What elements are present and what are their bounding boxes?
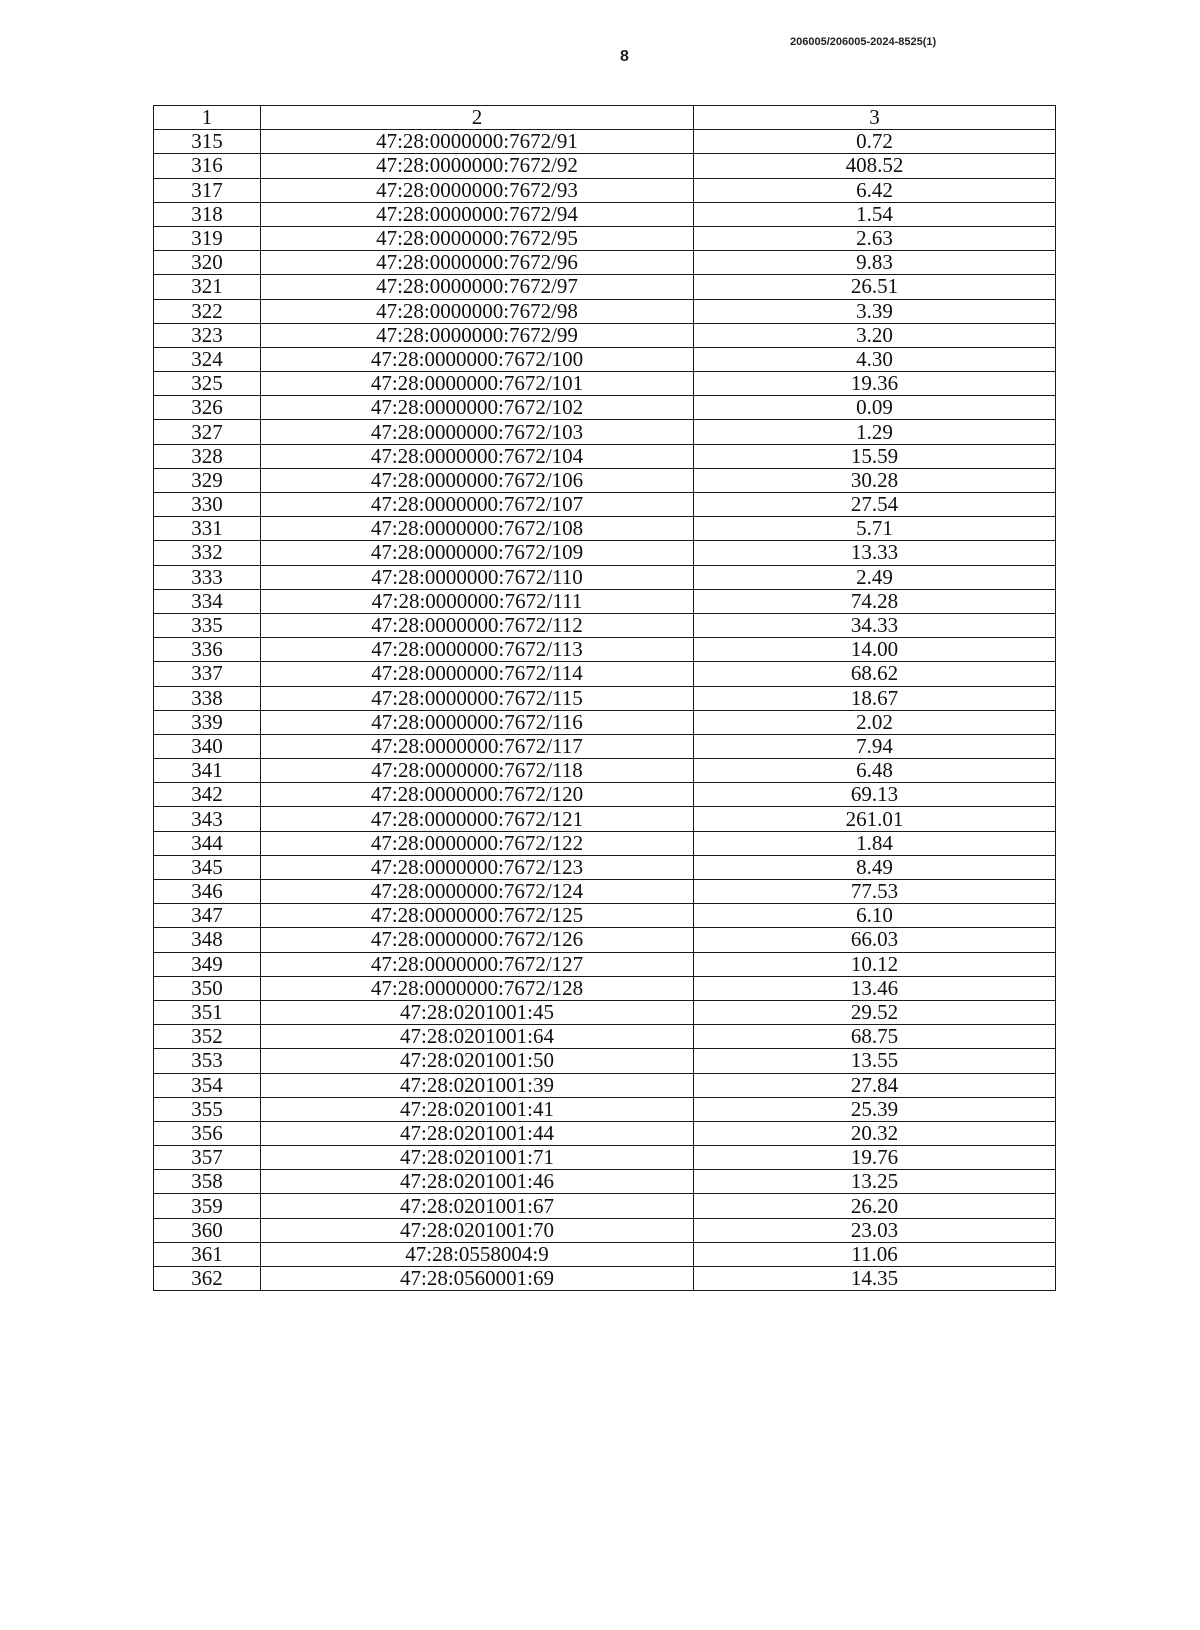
table-row bbox=[154, 662, 1056, 686]
row-number-cell: 319 bbox=[154, 226, 261, 250]
cadastral-number-cell: 47:28:0000000:7672/124 bbox=[261, 880, 694, 904]
table-row bbox=[154, 1000, 1056, 1024]
column-header: 2 bbox=[261, 106, 694, 130]
table-row bbox=[154, 734, 1056, 758]
cadastral-number-cell: 47:28:0000000:7672/114 bbox=[261, 662, 694, 686]
value-cell: 0.09 bbox=[694, 396, 1056, 420]
table-row bbox=[154, 880, 1056, 904]
value-cell: 11.06 bbox=[694, 1242, 1056, 1266]
row-number-cell: 316 bbox=[154, 154, 261, 178]
value-cell: 25.39 bbox=[694, 1097, 1056, 1121]
table-row bbox=[154, 783, 1056, 807]
value-cell: 74.28 bbox=[694, 589, 1056, 613]
value-cell: 5.71 bbox=[694, 517, 1056, 541]
value-cell: 69.13 bbox=[694, 783, 1056, 807]
value-cell: 408.52 bbox=[694, 154, 1056, 178]
value-cell: 27.84 bbox=[694, 1073, 1056, 1097]
row-number-cell: 356 bbox=[154, 1121, 261, 1145]
table-row bbox=[154, 154, 1056, 178]
cadastral-number-cell: 47:28:0000000:7672/100 bbox=[261, 347, 694, 371]
row-number-cell: 352 bbox=[154, 1025, 261, 1049]
cadastral-number-cell: 47:28:0000000:7672/107 bbox=[261, 493, 694, 517]
row-number-cell: 343 bbox=[154, 807, 261, 831]
row-number-cell: 329 bbox=[154, 468, 261, 492]
cadastral-number-cell: 47:28:0000000:7672/93 bbox=[261, 178, 694, 202]
cadastral-number-cell: 47:28:0000000:7672/104 bbox=[261, 444, 694, 468]
table-row bbox=[154, 855, 1056, 879]
value-cell: 34.33 bbox=[694, 613, 1056, 637]
table-row bbox=[154, 202, 1056, 226]
value-cell: 15.59 bbox=[694, 444, 1056, 468]
table-row bbox=[154, 759, 1056, 783]
cadastral-number-cell: 47:28:0201001:45 bbox=[261, 1000, 694, 1024]
table-row bbox=[154, 710, 1056, 734]
table-row bbox=[154, 1121, 1056, 1145]
value-cell: 261.01 bbox=[694, 807, 1056, 831]
row-number-cell: 342 bbox=[154, 783, 261, 807]
row-number-cell: 325 bbox=[154, 372, 261, 396]
cadastral-number-cell: 47:28:0201001:50 bbox=[261, 1049, 694, 1073]
cadastral-number-cell: 47:28:0560001:69 bbox=[261, 1267, 694, 1291]
row-number-cell: 338 bbox=[154, 686, 261, 710]
table-row bbox=[154, 928, 1056, 952]
cadastral-number-cell: 47:28:0000000:7672/103 bbox=[261, 420, 694, 444]
table-row bbox=[154, 251, 1056, 275]
cadastral-number-cell: 47:28:0000000:7672/121 bbox=[261, 807, 694, 831]
cadastral-number-cell: 47:28:0201001:39 bbox=[261, 1073, 694, 1097]
cadastral-number-cell: 47:28:0000000:7672/108 bbox=[261, 517, 694, 541]
cadastral-number-cell: 47:28:0558004:9 bbox=[261, 1242, 694, 1266]
value-cell: 2.02 bbox=[694, 710, 1056, 734]
value-cell: 10.12 bbox=[694, 952, 1056, 976]
cadastral-number-cell: 47:28:0000000:7672/99 bbox=[261, 323, 694, 347]
cadastral-number-cell: 47:28:0201001:44 bbox=[261, 1121, 694, 1145]
table-row bbox=[154, 1267, 1056, 1291]
row-number-cell: 323 bbox=[154, 323, 261, 347]
value-cell: 68.75 bbox=[694, 1025, 1056, 1049]
table-row bbox=[154, 589, 1056, 613]
table-row bbox=[154, 323, 1056, 347]
row-number-cell: 331 bbox=[154, 517, 261, 541]
row-number-cell: 360 bbox=[154, 1218, 261, 1242]
row-number-cell: 330 bbox=[154, 493, 261, 517]
row-number-cell: 326 bbox=[154, 396, 261, 420]
value-cell: 19.76 bbox=[694, 1146, 1056, 1170]
page-number: 8 bbox=[620, 48, 629, 65]
cadastral-number-cell: 47:28:0000000:7672/125 bbox=[261, 904, 694, 928]
cadastral-number-cell: 47:28:0000000:7672/96 bbox=[261, 251, 694, 275]
row-number-cell: 318 bbox=[154, 202, 261, 226]
cadastral-number-cell: 47:28:0000000:7672/128 bbox=[261, 976, 694, 1000]
row-number-cell: 321 bbox=[154, 275, 261, 299]
row-number-cell: 358 bbox=[154, 1170, 261, 1194]
value-cell: 18.67 bbox=[694, 686, 1056, 710]
cadastral-number-cell: 47:28:0000000:7672/126 bbox=[261, 928, 694, 952]
value-cell: 2.63 bbox=[694, 226, 1056, 250]
parcel-table bbox=[153, 105, 1056, 1291]
cadastral-number-cell: 47:28:0000000:7672/112 bbox=[261, 613, 694, 637]
row-number-cell: 336 bbox=[154, 638, 261, 662]
value-cell: 26.20 bbox=[694, 1194, 1056, 1218]
table-row bbox=[154, 1073, 1056, 1097]
row-number-cell: 362 bbox=[154, 1267, 261, 1291]
row-number-cell: 346 bbox=[154, 880, 261, 904]
cadastral-number-cell: 47:28:0000000:7672/116 bbox=[261, 710, 694, 734]
table-row bbox=[154, 130, 1056, 154]
table-row bbox=[154, 831, 1056, 855]
table-row bbox=[154, 420, 1056, 444]
row-number-cell: 327 bbox=[154, 420, 261, 444]
cadastral-number-cell: 47:28:0201001:46 bbox=[261, 1170, 694, 1194]
table-row bbox=[154, 178, 1056, 202]
cadastral-number-cell: 47:28:0201001:41 bbox=[261, 1097, 694, 1121]
table-row bbox=[154, 1025, 1056, 1049]
table-row bbox=[154, 613, 1056, 637]
value-cell: 9.83 bbox=[694, 251, 1056, 275]
cadastral-number-cell: 47:28:0000000:7672/120 bbox=[261, 783, 694, 807]
row-number-cell: 345 bbox=[154, 855, 261, 879]
column-header: 1 bbox=[154, 106, 261, 130]
table-row bbox=[154, 1146, 1056, 1170]
cadastral-number-cell: 47:28:0000000:7672/127 bbox=[261, 952, 694, 976]
row-number-cell: 320 bbox=[154, 251, 261, 275]
row-number-cell: 317 bbox=[154, 178, 261, 202]
value-cell: 30.28 bbox=[694, 468, 1056, 492]
value-cell: 68.62 bbox=[694, 662, 1056, 686]
value-cell: 6.10 bbox=[694, 904, 1056, 928]
row-number-cell: 332 bbox=[154, 541, 261, 565]
value-cell: 19.36 bbox=[694, 372, 1056, 396]
row-number-cell: 359 bbox=[154, 1194, 261, 1218]
table-row bbox=[154, 541, 1056, 565]
row-number-cell: 354 bbox=[154, 1073, 261, 1097]
table-row bbox=[154, 638, 1056, 662]
cadastral-number-cell: 47:28:0000000:7672/92 bbox=[261, 154, 694, 178]
row-number-cell: 339 bbox=[154, 710, 261, 734]
table-row bbox=[154, 468, 1056, 492]
row-number-cell: 355 bbox=[154, 1097, 261, 1121]
table-row bbox=[154, 226, 1056, 250]
cadastral-number-cell: 47:28:0000000:7672/122 bbox=[261, 831, 694, 855]
value-cell: 1.54 bbox=[694, 202, 1056, 226]
row-number-cell: 349 bbox=[154, 952, 261, 976]
column-header: 3 bbox=[694, 106, 1056, 130]
cadastral-number-cell: 47:28:0000000:7672/95 bbox=[261, 226, 694, 250]
row-number-cell: 324 bbox=[154, 347, 261, 371]
row-number-cell: 334 bbox=[154, 589, 261, 613]
value-cell: 13.55 bbox=[694, 1049, 1056, 1073]
row-number-cell: 340 bbox=[154, 734, 261, 758]
table-row bbox=[154, 1242, 1056, 1266]
row-number-cell: 344 bbox=[154, 831, 261, 855]
value-cell: 7.94 bbox=[694, 734, 1056, 758]
cadastral-number-cell: 47:28:0000000:7672/123 bbox=[261, 855, 694, 879]
cadastral-number-cell: 47:28:0000000:7672/115 bbox=[261, 686, 694, 710]
cadastral-number-cell: 47:28:0000000:7672/102 bbox=[261, 396, 694, 420]
cadastral-number-cell: 47:28:0201001:71 bbox=[261, 1146, 694, 1170]
table-row bbox=[154, 1170, 1056, 1194]
table-row bbox=[154, 976, 1056, 1000]
cadastral-number-cell: 47:28:0000000:7672/113 bbox=[261, 638, 694, 662]
document-reference: 206005/206005-2024-8525(1) bbox=[790, 36, 937, 48]
cadastral-number-cell: 47:28:0000000:7672/109 bbox=[261, 541, 694, 565]
value-cell: 0.72 bbox=[694, 130, 1056, 154]
cadastral-number-cell: 47:28:0000000:7672/97 bbox=[261, 275, 694, 299]
value-cell: 27.54 bbox=[694, 493, 1056, 517]
value-cell: 23.03 bbox=[694, 1218, 1056, 1242]
row-number-cell: 351 bbox=[154, 1000, 261, 1024]
value-cell: 13.33 bbox=[694, 541, 1056, 565]
row-number-cell: 333 bbox=[154, 565, 261, 589]
table-row bbox=[154, 1097, 1056, 1121]
table-row bbox=[154, 1049, 1056, 1073]
cadastral-number-cell: 47:28:0000000:7672/91 bbox=[261, 130, 694, 154]
value-cell: 77.53 bbox=[694, 880, 1056, 904]
value-cell: 29.52 bbox=[694, 1000, 1056, 1024]
value-cell: 26.51 bbox=[694, 275, 1056, 299]
table-header-row bbox=[154, 106, 1056, 130]
cadastral-number-cell: 47:28:0000000:7672/118 bbox=[261, 759, 694, 783]
row-number-cell: 322 bbox=[154, 299, 261, 323]
cadastral-number-cell: 47:28:0201001:70 bbox=[261, 1218, 694, 1242]
table-row bbox=[154, 493, 1056, 517]
value-cell: 8.49 bbox=[694, 855, 1056, 879]
value-cell: 4.30 bbox=[694, 347, 1056, 371]
value-cell: 13.25 bbox=[694, 1170, 1056, 1194]
cadastral-number-cell: 47:28:0201001:67 bbox=[261, 1194, 694, 1218]
table-row bbox=[154, 952, 1056, 976]
row-number-cell: 337 bbox=[154, 662, 261, 686]
table-row bbox=[154, 904, 1056, 928]
value-cell: 6.48 bbox=[694, 759, 1056, 783]
table-row bbox=[154, 807, 1056, 831]
value-cell: 20.32 bbox=[694, 1121, 1056, 1145]
table-row bbox=[154, 372, 1056, 396]
row-number-cell: 341 bbox=[154, 759, 261, 783]
cadastral-number-cell: 47:28:0000000:7672/117 bbox=[261, 734, 694, 758]
row-number-cell: 335 bbox=[154, 613, 261, 637]
table-row bbox=[154, 444, 1056, 468]
row-number-cell: 328 bbox=[154, 444, 261, 468]
row-number-cell: 361 bbox=[154, 1242, 261, 1266]
row-number-cell: 348 bbox=[154, 928, 261, 952]
table-row bbox=[154, 565, 1056, 589]
value-cell: 66.03 bbox=[694, 928, 1056, 952]
value-cell: 14.00 bbox=[694, 638, 1056, 662]
value-cell: 1.29 bbox=[694, 420, 1056, 444]
cadastral-number-cell: 47:28:0000000:7672/106 bbox=[261, 468, 694, 492]
table-row bbox=[154, 396, 1056, 420]
row-number-cell: 350 bbox=[154, 976, 261, 1000]
table-row bbox=[154, 347, 1056, 371]
table-row bbox=[154, 686, 1056, 710]
cadastral-number-cell: 47:28:0000000:7672/94 bbox=[261, 202, 694, 226]
table-row bbox=[154, 1218, 1056, 1242]
table-row bbox=[154, 275, 1056, 299]
value-cell: 3.20 bbox=[694, 323, 1056, 347]
value-cell: 14.35 bbox=[694, 1267, 1056, 1291]
row-number-cell: 347 bbox=[154, 904, 261, 928]
row-number-cell: 357 bbox=[154, 1146, 261, 1170]
cadastral-number-cell: 47:28:0201001:64 bbox=[261, 1025, 694, 1049]
value-cell: 6.42 bbox=[694, 178, 1056, 202]
value-cell: 1.84 bbox=[694, 831, 1056, 855]
value-cell: 3.39 bbox=[694, 299, 1056, 323]
value-cell: 13.46 bbox=[694, 976, 1056, 1000]
cadastral-number-cell: 47:28:0000000:7672/110 bbox=[261, 565, 694, 589]
value-cell: 2.49 bbox=[694, 565, 1056, 589]
table-row bbox=[154, 299, 1056, 323]
cadastral-number-cell: 47:28:0000000:7672/111 bbox=[261, 589, 694, 613]
table-row bbox=[154, 1194, 1056, 1218]
cadastral-number-cell: 47:28:0000000:7672/101 bbox=[261, 372, 694, 396]
cadastral-number-cell: 47:28:0000000:7672/98 bbox=[261, 299, 694, 323]
row-number-cell: 353 bbox=[154, 1049, 261, 1073]
row-number-cell: 315 bbox=[154, 130, 261, 154]
table-row bbox=[154, 517, 1056, 541]
